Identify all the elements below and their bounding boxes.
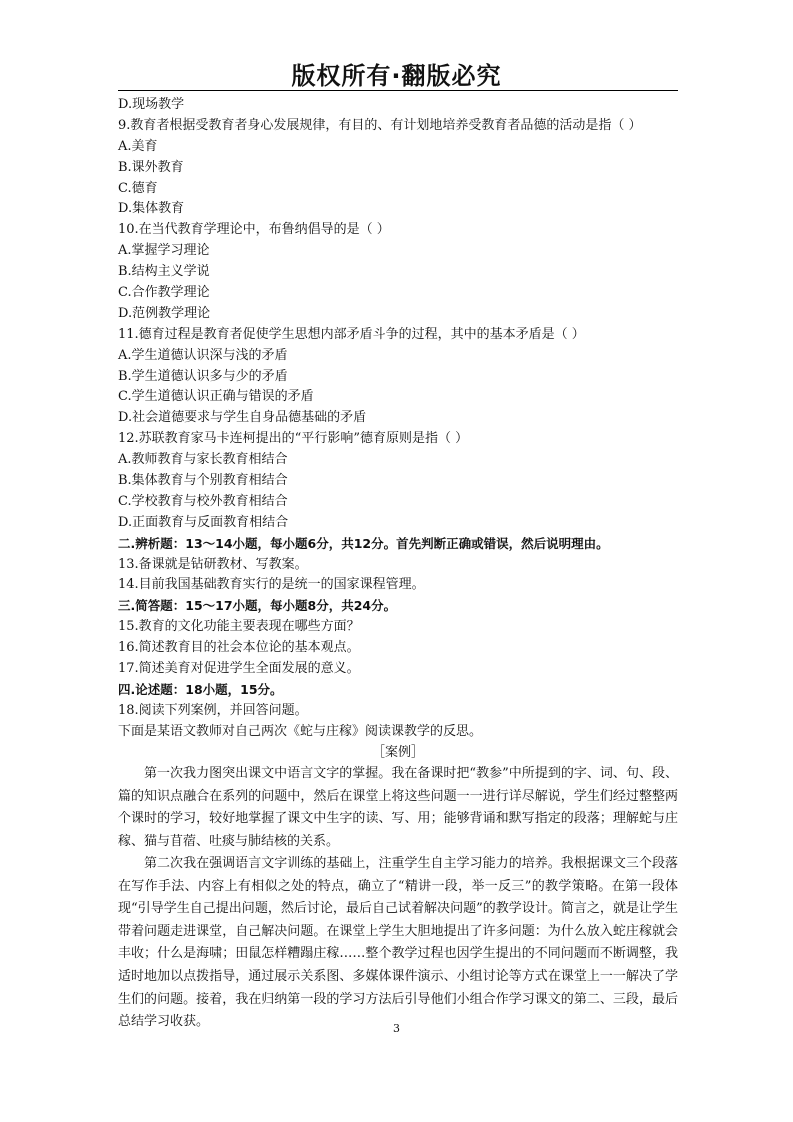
option-line: B.课外教育: [118, 159, 184, 175]
page-header-title: 版权所有·翻版必究: [291, 62, 502, 90]
question-line: 11.德育过程是教育者促使学生思想内部矛盾斗争的过程，其中的基本矛盾是（ ）: [118, 326, 585, 342]
question-line: 13.备课就是钻研教材、写教案。: [118, 556, 308, 572]
option-line: D.集体教育: [118, 201, 185, 217]
case-intro: 下面是某语文教师对自己两次《蛇与庄稼》阅读课教学的反思。: [118, 723, 483, 739]
case-paragraph-1: 第一次我力图突出课文中语言文字的掌握。我在备课时把“教参”中所提到的字、词、句、段、篇的知识点融合在系列的问题中，然后在课堂上将这些问题一一进行详尽解说，学生们经过整整两个课时的学习，较好地掌握了课文中生字的读、写、用；能够背诵和默写指定的段落；理解蛇与庄稼、猫与苜蓿、吐痰与肺结核的关系。: [118, 766, 678, 849]
question-line: 16.简述教育目的社会本位论的基本观点。: [118, 640, 360, 656]
question-line: 18.阅读下列案例，并回答问题。: [118, 702, 308, 718]
option-line: D.社会道德要求与学生自身品德基础的矛盾: [118, 410, 367, 426]
option-line: C.合作教学理论: [118, 285, 210, 301]
option-line: C.学校教育与校外教育相结合: [118, 493, 288, 509]
option-line: D.正面教育与反面教育相结合: [118, 514, 289, 530]
option-line: B.结构主义学说: [118, 264, 210, 280]
section-heading: 四.论述题：18小题，15分。: [118, 681, 283, 697]
option-line: A.美育: [118, 138, 158, 154]
option-line: C.德育: [118, 180, 158, 196]
option-line: D.现场教学: [118, 97, 185, 112]
case-paragraph-2: 第二次我在强调语言文字训练的基础上，注重学生自主学习能力的培养。我根据课文三个段落在写作手法、内容上有相似之处的特点，确立了“精讲一段，举一反三”的教学策略。在第一段体现“引导学生自己提出问题，然后讨论，最后自己试着解决问题”的教学设计。简言之，就是让学生带着问题走进课堂，自己解决问题。在课堂上学生大胆地提出了许多问题：为什么放入蛇庄稼就会丰收；什么是海啸；田鼠怎样糟蹋庄稼……整个教学过程也因学生提出的不同问题而不断调整，我适时地加以点拨指导，通过展示关系图、多媒体课件演示、小组讨论等方式在课堂上一一解决了学生们的问题。接着，我在归纳第一段的学习方法后引导他们小组合作学习课文的第二、三段，最后总结学习收获。: [118, 856, 678, 1030]
question-list: [118, 95, 678, 764]
option-line: A.教师教育与家长教育相结合: [118, 452, 288, 468]
header-divider: [118, 90, 678, 91]
question-line: 14.目前我国基础教育实行的是统一的国家课程管理。: [118, 577, 425, 593]
question-line: 12.苏联教育家马卡连柯提出的“平行影响”德育原则是指（ ）: [118, 431, 469, 447]
case-label: ［案例］: [371, 744, 424, 760]
question-line: 10.在当代教育学理论中，布鲁纳倡导的是（ ）: [118, 222, 390, 238]
question-line: 9.教育者根据受教育者身心发展规律，有目的、有计划地培养受教育者品德的活动是指（ ）: [118, 117, 642, 133]
option-line: C.学生道德认识正确与错误的矛盾: [118, 389, 314, 405]
option-line: A.学生道德认识深与浅的矛盾: [118, 347, 288, 363]
section-heading: 三.简答题：15～17小题，每小题8分，共24分。: [118, 598, 397, 614]
option-line: D.范例教学理论: [118, 305, 211, 321]
option-line: A.掌握学习理论: [118, 243, 210, 259]
option-line: B.学生道德认识多与少的矛盾: [118, 368, 288, 384]
option-line: B.集体教育与个别教育相结合: [118, 473, 288, 489]
question-line: 17.简述美育对促进学生全面发展的意义。: [118, 661, 360, 677]
page-number: 3: [393, 1022, 400, 1035]
section-heading: 二.辨析题：13～14小题，每小题6分，共12分。首先判断正确或错误，然后说明理由。: [118, 535, 609, 551]
question-line: 15.教育的文化功能主要表现在哪些方面？: [118, 619, 360, 635]
